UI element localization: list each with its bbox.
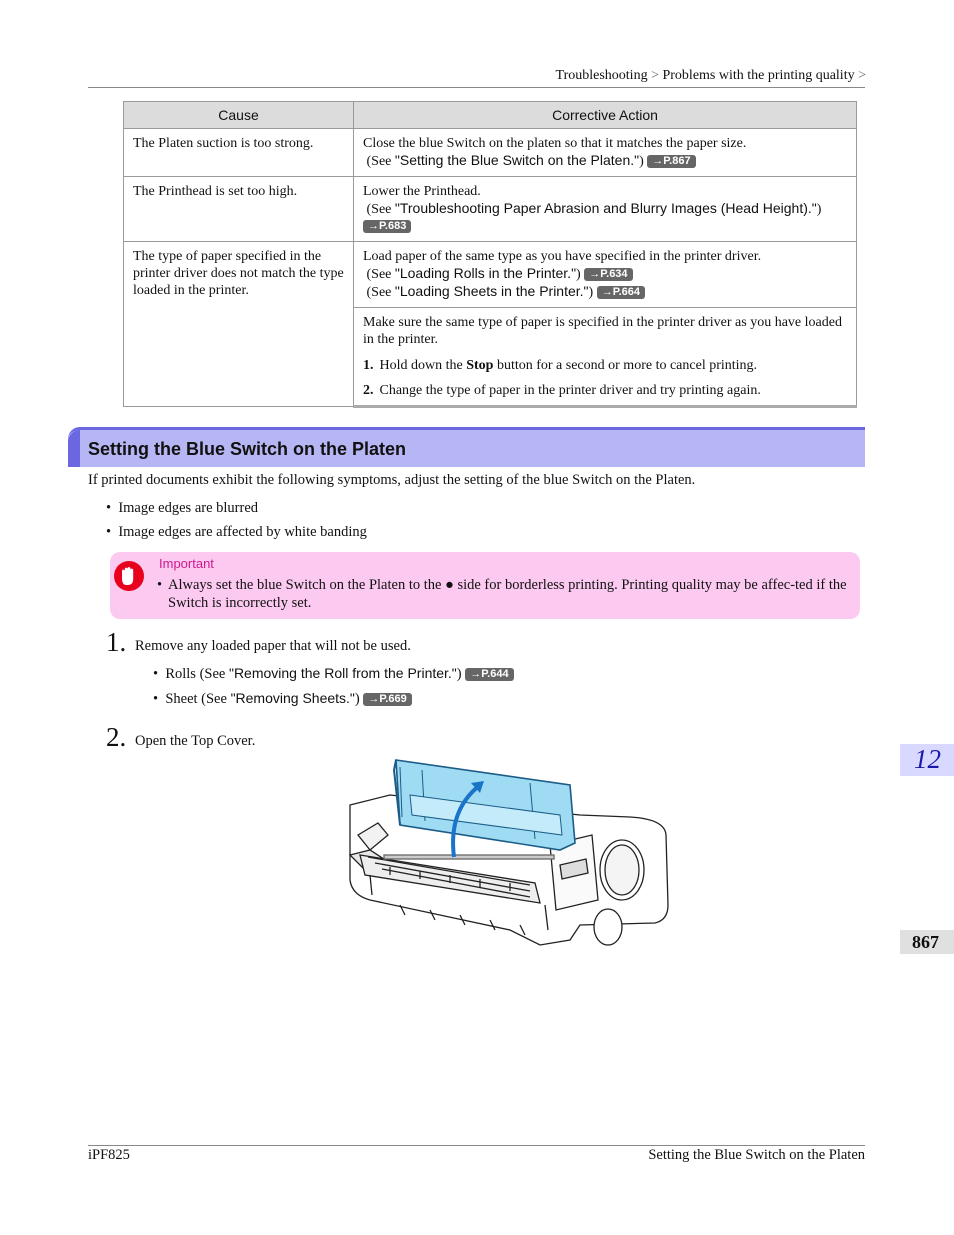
ref-suffix: ) xyxy=(816,202,822,217)
cause-cell: The type of paper specified in the printer driver does not match the type loaded in the printer. xyxy=(124,242,354,407)
list-item: • Rolls (See "Removing the Roll from the Printer.") →P.644 xyxy=(153,665,514,683)
cause-cell: The Printhead is set too high. xyxy=(124,177,354,242)
important-text-row xyxy=(157,576,857,612)
step-number: 1. xyxy=(363,358,374,373)
table-row xyxy=(124,177,857,242)
list-item-text: Image edges are blurred xyxy=(118,500,259,516)
page-ref-badge[interactable]: →P.669 xyxy=(363,693,411,706)
section-title: Setting the Blue Switch on the Platen xyxy=(88,439,407,459)
ref-suffix: ) xyxy=(456,666,462,682)
printer-illustration xyxy=(330,755,672,960)
stop-button-label: Stop xyxy=(466,358,494,373)
page-ref-badge[interactable]: →P.634 xyxy=(584,268,632,281)
breadcrumb-separator: > xyxy=(858,68,866,83)
action-text: Load paper of the same type as you have specified in the printer driver. xyxy=(363,249,762,264)
ref-suffix: ) xyxy=(576,267,581,282)
breadcrumb-separator: > xyxy=(651,68,659,83)
page-ref-badge[interactable]: →P.683 xyxy=(363,220,411,233)
section-intro: If printed documents exhibit the following symptoms, adjust the setting of the blue Switch on the Platen. xyxy=(88,472,696,488)
step-text: Remove any loaded paper that will not be used. xyxy=(135,638,411,654)
footer-section: Setting the Blue Switch on the Platen xyxy=(648,1147,865,1163)
table-header-row xyxy=(124,102,857,129)
action-cell xyxy=(354,177,857,242)
action-cell xyxy=(354,129,857,177)
breadcrumb xyxy=(556,68,866,84)
list-item: • Image edges are blurred xyxy=(106,500,259,516)
list-item-text: Rolls (See xyxy=(165,666,229,682)
header-rule xyxy=(88,87,865,88)
table-row xyxy=(124,242,857,308)
ref-suffix: ) xyxy=(588,285,594,300)
action-text: Close the blue Switch on the platen so that it matches the paper size. xyxy=(363,136,747,151)
page-ref-badge[interactable]: →P.644 xyxy=(465,668,513,681)
section-header-accent xyxy=(68,430,80,467)
ref-suffix: ) xyxy=(354,691,360,707)
step-text: Change the type of paper in the printer driver and try printing again. xyxy=(379,383,761,398)
important-title: Important xyxy=(159,556,214,571)
header-corrective-action: Corrective Action xyxy=(354,102,857,129)
header-cause: Cause xyxy=(124,102,354,129)
list-item-text: Sheet (See xyxy=(165,691,231,707)
action-text: Lower the Printhead. xyxy=(363,184,481,199)
stop-hand-icon xyxy=(112,560,146,592)
important-text: Always set the blue Switch on the Platen to the ● side for borderless printing. Printing quality may be affec-ted if the Switch is incorrectly set. xyxy=(168,577,847,611)
page-ref-badge[interactable]: →P.664 xyxy=(597,286,645,299)
ref-prefix: (See xyxy=(366,267,395,282)
cause-action-table xyxy=(123,101,857,408)
page-number: 867 xyxy=(912,932,939,952)
step-number: 2. xyxy=(106,722,127,752)
step-number: 2. xyxy=(363,383,374,398)
step-text: Hold down the xyxy=(379,358,467,373)
breadcrumb-troubleshooting[interactable]: Troubleshooting xyxy=(555,68,648,83)
step-text: button for a second or more to cancel printing. xyxy=(493,358,758,373)
cause-cell: The Platen suction is too strong. xyxy=(124,129,354,177)
ref-link[interactable]: "Setting the Blue Switch on the Platen." xyxy=(394,152,640,168)
table-row xyxy=(124,129,857,177)
list-item: • Sheet (See "Removing Sheets.") →P.669 xyxy=(153,690,412,708)
ref-link[interactable]: "Troubleshooting Paper Abrasion and Blurry Images (Head Height)." xyxy=(394,200,817,216)
chapter-number: 12 xyxy=(914,744,941,774)
bullet: • xyxy=(157,577,163,593)
footer-rule xyxy=(88,1145,865,1146)
chapter-tab[interactable] xyxy=(900,744,954,776)
ref-prefix: (See xyxy=(366,202,395,217)
ref-prefix: (See xyxy=(366,285,395,300)
section-header xyxy=(68,427,865,467)
page-number-tab xyxy=(900,930,954,954)
list-item-text: Image edges are affected by white banding xyxy=(118,524,367,540)
action-cell xyxy=(354,308,857,407)
ref-suffix: ) xyxy=(639,154,644,169)
ref-prefix: (See xyxy=(366,154,395,169)
ref-link[interactable]: "Removing the Roll from the Printer." xyxy=(228,665,457,681)
action-cell xyxy=(354,242,857,308)
step-text: Open the Top Cover. xyxy=(135,733,256,749)
breadcrumb-printing-quality[interactable]: Problems with the printing quality xyxy=(662,68,855,83)
action-text: Make sure the same type of paper is specified in the printer driver as you have loaded in the printer. xyxy=(363,315,842,347)
step-number: 1. xyxy=(106,627,127,657)
ref-link[interactable]: "Loading Sheets in the Printer." xyxy=(394,283,589,299)
ref-link[interactable]: "Loading Rolls in the Printer." xyxy=(394,265,577,281)
list-item: • Image edges are affected by white banding xyxy=(106,524,367,540)
ref-link[interactable]: "Removing Sheets." xyxy=(230,690,355,706)
page-ref-badge[interactable]: →P.867 xyxy=(647,155,695,168)
footer-model: iPF825 xyxy=(88,1147,130,1163)
